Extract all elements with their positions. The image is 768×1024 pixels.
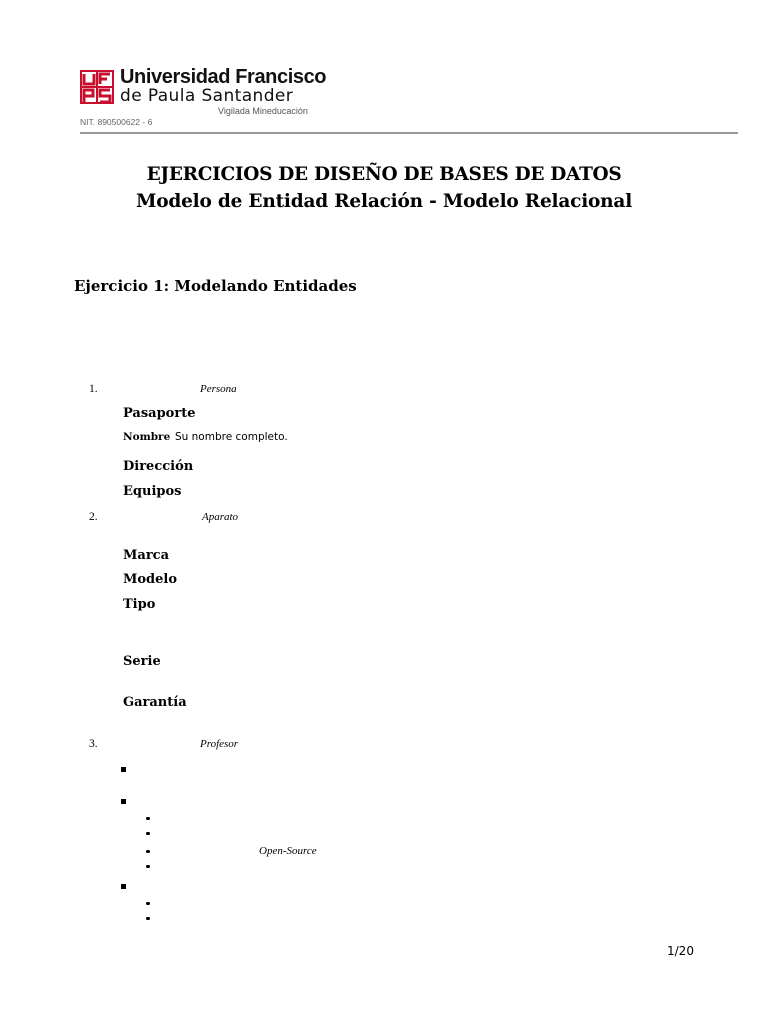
bullet-dot-icon bbox=[146, 917, 150, 920]
entity-name: Aparato bbox=[202, 511, 239, 523]
entity-name: Profesor bbox=[200, 738, 239, 750]
bullet-square-icon bbox=[121, 884, 126, 889]
bullet-dot-icon bbox=[146, 817, 150, 820]
attribute-marca: Marca bbox=[123, 548, 170, 563]
bullet-square-icon bbox=[121, 767, 126, 772]
bullet-dot-icon bbox=[146, 850, 150, 853]
document-title: EJERCICIOS DE DISEÑO DE BASES DE DATOS bbox=[146, 164, 622, 185]
vigilada-text: Vigilada Mineducación bbox=[218, 106, 308, 116]
attribute-nombre: Nombre bbox=[123, 431, 171, 443]
attribute-direccion: Dirección bbox=[123, 459, 194, 474]
attribute-tipo: Tipo bbox=[123, 597, 156, 612]
attribute-description: Su nombre completo. bbox=[175, 431, 288, 443]
attribute-pasaporte: Pasaporte bbox=[123, 406, 196, 421]
page-number: 1/20 bbox=[667, 944, 694, 958]
attribute-garantia: Garantía bbox=[123, 695, 187, 710]
list-number: 2. bbox=[89, 511, 98, 523]
attribute-modelo: Modelo bbox=[123, 572, 178, 587]
bullet-dot-icon bbox=[146, 832, 150, 835]
bullet-dot-icon bbox=[146, 865, 150, 868]
list-number: 3. bbox=[89, 738, 98, 750]
list-number: 1. bbox=[89, 383, 98, 395]
exercise-heading: Ejercicio 1: Modelando Entidades bbox=[74, 277, 357, 295]
bullet-square-icon bbox=[121, 799, 126, 804]
nit-text: NIT. 890500622 - 6 bbox=[80, 117, 153, 127]
header-divider bbox=[80, 132, 738, 134]
document-subtitle: Modelo de Entidad Relación - Modelo Relacional bbox=[135, 191, 633, 212]
sub-note: Open-Source bbox=[259, 845, 317, 857]
attribute-serie: Serie bbox=[123, 654, 161, 669]
university-name-line2: de Paula Santander bbox=[120, 86, 294, 106]
university-name-line1: Universidad Francisco bbox=[120, 66, 327, 88]
entity-name: Persona bbox=[200, 383, 237, 395]
university-logo bbox=[80, 70, 114, 104]
attribute-equipos: Equipos bbox=[123, 484, 182, 499]
bullet-dot-icon bbox=[146, 902, 150, 905]
